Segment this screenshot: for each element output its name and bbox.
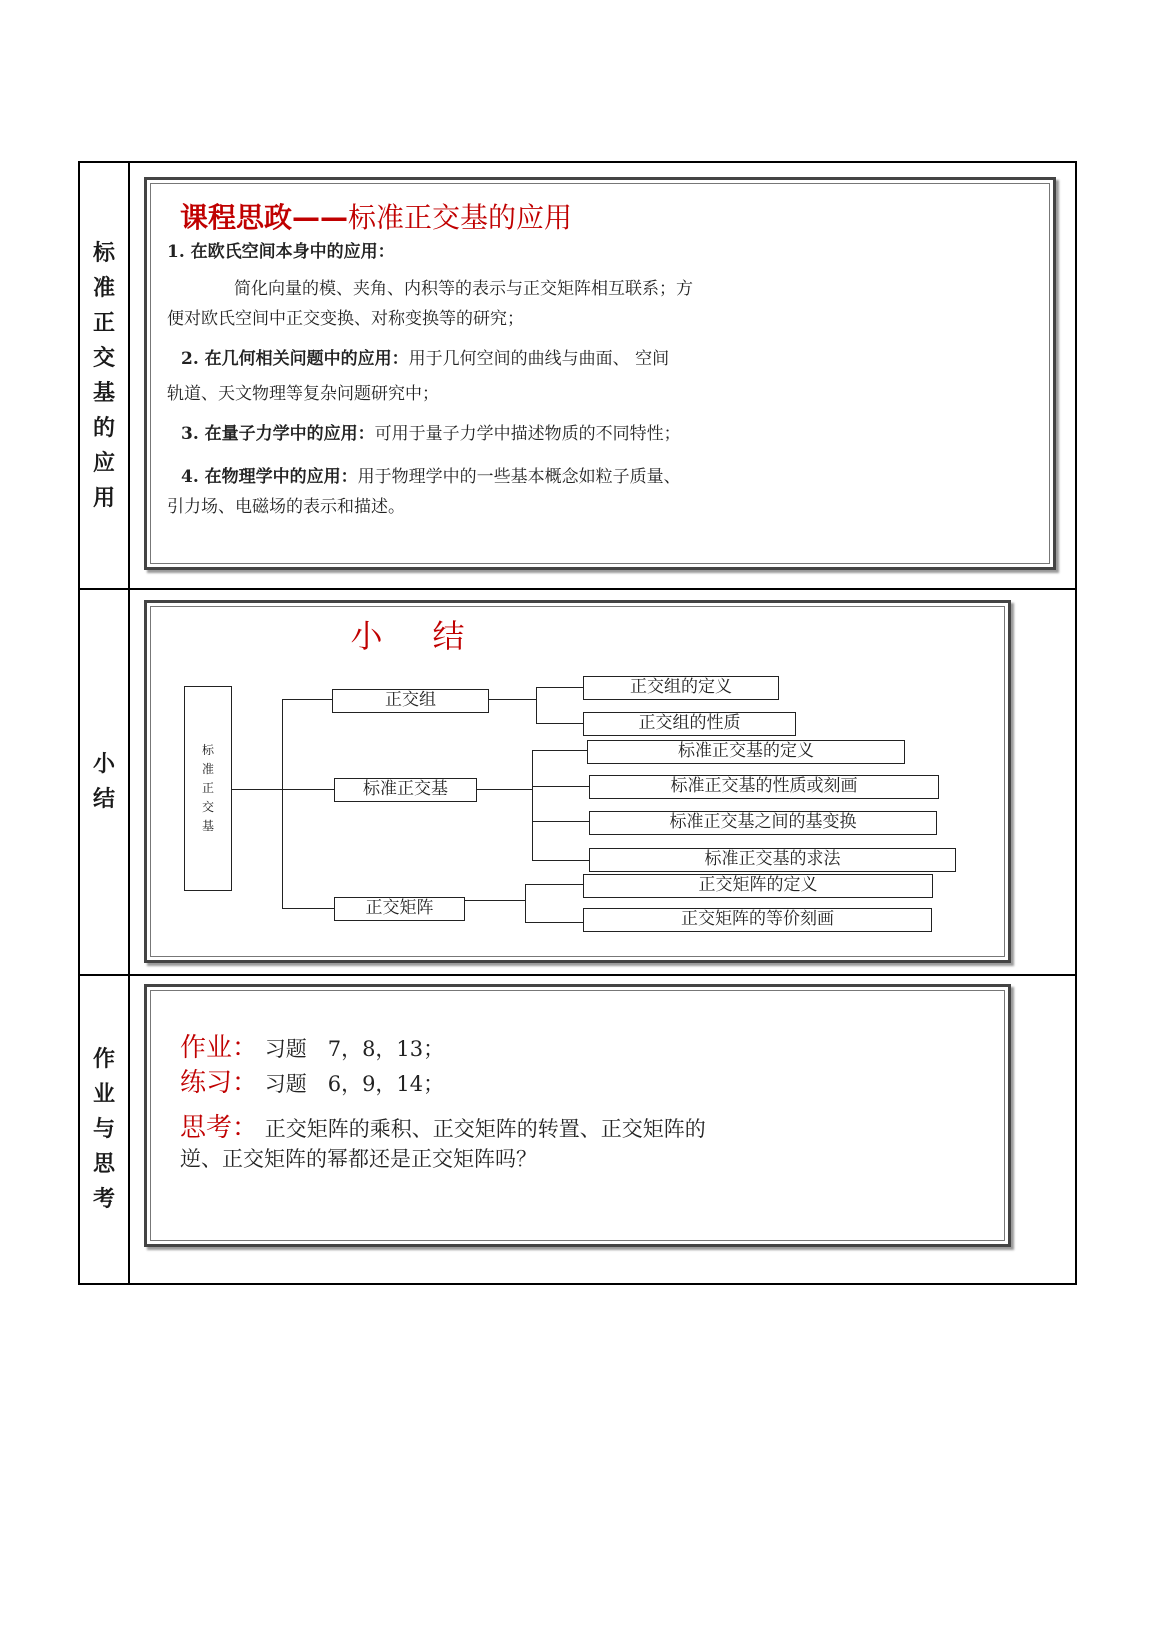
- exercise-text: 习题 6，9，14；: [264, 1072, 445, 1096]
- label-char: 作: [92, 1047, 115, 1072]
- connector: [536, 687, 537, 723]
- connector: [532, 750, 587, 751]
- label-char: 考: [92, 1187, 115, 1212]
- label-char: 用: [92, 485, 115, 511]
- think-label: 思考：: [180, 1113, 259, 1143]
- leaf-box: 正交组的性质: [583, 712, 796, 736]
- connector: [525, 884, 583, 885]
- exercise-label: 练习：: [180, 1068, 259, 1098]
- label-char: 基: [92, 380, 115, 406]
- branch-orthonormal-basis: 标准正交基: [334, 778, 477, 802]
- row-label-cell: [80, 976, 130, 1283]
- label-char: 的: [92, 415, 115, 441]
- leaf-box: 正交矩阵的等价刻画: [583, 908, 932, 932]
- paragraph-1-head: 1. 在欧氏空间本身中的应用：: [167, 242, 395, 262]
- paragraph-2-line2: 轨道、天文物理等复杂问题研究中；: [167, 384, 439, 404]
- connector: [232, 789, 282, 790]
- paragraph-4-line1: 4. 在物理学中的应用：用于物理学中的一些基本概念如粒子质量、: [181, 467, 681, 487]
- homework-text: 习题 7，8，13；: [264, 1037, 445, 1061]
- slide-summary: [144, 600, 1011, 963]
- exercise-line: [180, 1062, 444, 1099]
- row-label-summary: [93, 747, 115, 817]
- title-bold: 课程思政: [180, 201, 293, 234]
- connector: [525, 922, 583, 923]
- connector: [532, 860, 589, 861]
- connector: [525, 884, 526, 922]
- paragraph-3: 3. 在量子力学中的应用：可用于量子力学中描述物质的不同特性；: [181, 424, 681, 444]
- think-text-continued: 逆、正交矩阵的幂都还是正交矩阵吗？: [180, 1147, 537, 1171]
- connector: [489, 699, 536, 700]
- tree-root-box: [184, 686, 232, 891]
- root-char: 标: [201, 743, 214, 757]
- root-char: 基: [201, 819, 214, 833]
- summary-title: 小结: [350, 617, 515, 655]
- paragraph-4-line2: 引力场、电磁场的表示和描述。: [167, 497, 405, 517]
- slide-application: [144, 177, 1056, 570]
- title-dash: ——: [292, 201, 349, 234]
- label-char: 思: [92, 1152, 115, 1177]
- slide-title: [180, 196, 572, 236]
- connector: [282, 789, 334, 790]
- paragraph-2-line1: 2. 在几何相关问题中的应用：用于几何空间的曲线与曲面、 空间: [181, 349, 670, 369]
- think-line: [180, 1107, 706, 1144]
- row-label-cell: [80, 590, 130, 974]
- homework-label: 作业：: [180, 1033, 259, 1063]
- label-char: 交: [92, 345, 115, 371]
- row-label-application: [93, 236, 115, 516]
- branch-orthogonal-matrix: 正交矩阵: [334, 897, 465, 921]
- label-char: 小: [92, 752, 115, 777]
- connector: [282, 908, 334, 909]
- label-char: 业: [92, 1082, 115, 1107]
- row-label-cell: [80, 163, 130, 588]
- connector: [282, 699, 283, 908]
- leaf-box: 正交组的定义: [583, 676, 779, 700]
- label-char: 标: [92, 240, 115, 266]
- title-rest: 标准正交基的应用: [348, 201, 573, 234]
- leaf-box: 标准正交基的求法: [589, 848, 956, 872]
- label-char: 与: [92, 1117, 115, 1142]
- think-text: 正交矩阵的乘积、正交矩阵的转置、正交矩阵的: [264, 1117, 706, 1141]
- connector: [536, 723, 583, 724]
- slide-homework: [144, 984, 1011, 1247]
- row-homework: [80, 976, 1075, 1283]
- root-char: 正: [201, 781, 214, 795]
- label-char: 准: [92, 275, 115, 301]
- label-char: 正: [92, 310, 115, 336]
- label-char: 应: [92, 450, 115, 476]
- lesson-table: [78, 161, 1077, 1285]
- leaf-box: 正交矩阵的定义: [583, 874, 933, 898]
- connector: [532, 821, 589, 822]
- connector: [477, 789, 532, 790]
- row-application: [80, 163, 1075, 590]
- connector: [465, 900, 525, 901]
- connector: [282, 699, 332, 700]
- label-char: 结: [92, 787, 115, 812]
- leaf-box: 标准正交基之间的基变换: [589, 811, 937, 835]
- connector: [536, 687, 583, 688]
- row-summary: [80, 590, 1075, 976]
- branch-orthogonal-set: 正交组: [332, 689, 489, 713]
- leaf-box: 标准正交基的性质或刻画: [589, 775, 939, 799]
- row-label-homework: [93, 1042, 115, 1217]
- root-char: 交: [201, 800, 214, 814]
- paragraph-1-line1: 简化向量的模、夹角、内积等的表示与正交矩阵相互联系；方: [234, 279, 693, 299]
- connector: [532, 786, 589, 787]
- connector: [532, 750, 533, 860]
- leaf-box: 标准正交基的定义: [587, 740, 905, 764]
- root-char: 准: [201, 762, 214, 776]
- homework-line: [180, 1027, 444, 1064]
- paragraph-1-line2: 便对欧氏空间中正交变换、对称变换等的研究；: [167, 309, 524, 329]
